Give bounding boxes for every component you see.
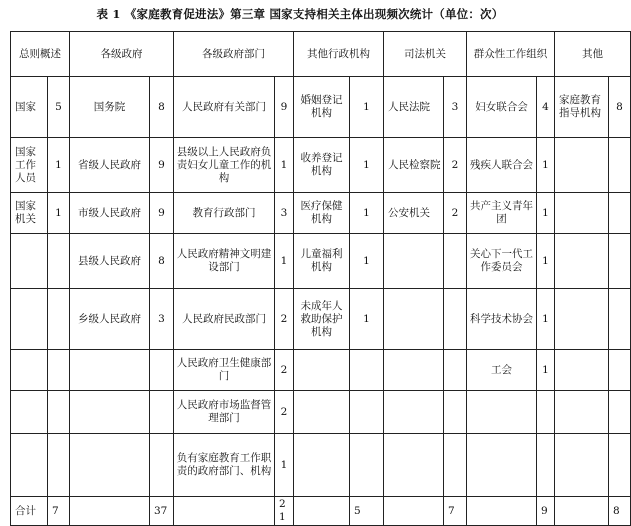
entity-cell: 未成年人救助保护机构 [294,289,350,350]
entity-cell: 国家机关 [11,193,48,234]
entity-cell [294,434,350,497]
count-cell: 1 [275,434,294,497]
entity-cell [70,434,150,497]
total-value-cell: 7 [48,497,70,526]
total-value-cell: 8 [609,497,631,526]
header-cell: 司法机关 [384,32,467,77]
header-cell: 其他行政机构 [294,32,384,77]
count-cell: 1 [537,138,555,193]
count-cell [609,234,631,289]
header-row [11,32,631,77]
entity-cell: 儿童福利机构 [294,234,350,289]
total-value-cell: 5 [350,497,384,526]
entity-cell [70,391,150,434]
totals-row [11,497,631,526]
entity-cell [384,350,444,391]
count-cell: 1 [537,193,555,234]
frequency-table [10,31,631,526]
entity-cell: 人民检察院 [384,138,444,193]
entity-cell: 妇女联合会 [467,77,537,138]
count-cell [48,289,70,350]
count-cell [350,391,384,434]
entity-cell: 医疗保健机构 [294,193,350,234]
entity-cell: 残疾人联合会 [467,138,537,193]
count-cell: 1 [275,138,294,193]
entity-cell [555,289,609,350]
entity-cell: 婚姻登记机构 [294,77,350,138]
count-cell [609,138,631,193]
total-spacer-cell [70,497,150,526]
count-cell: 8 [609,77,631,138]
count-cell: 2 [444,193,467,234]
table-row [11,234,631,289]
header-cell: 群众性工作组织 [467,32,555,77]
header-cell: 各级政府部门 [174,32,294,77]
entity-cell [467,434,537,497]
count-cell: 8 [150,234,174,289]
table-row [11,138,631,193]
count-cell: 1 [537,350,555,391]
total-spacer-cell [294,497,350,526]
entity-cell: 家庭教育指导机构 [555,77,609,138]
count-cell [609,350,631,391]
count-cell: 2 [275,391,294,434]
count-cell [48,350,70,391]
count-cell: 5 [48,77,70,138]
count-cell: 4 [537,77,555,138]
entity-cell: 县级以上人民政府负责妇女儿童工作的机构 [174,138,275,193]
count-cell: 9 [150,138,174,193]
count-cell [444,350,467,391]
entity-cell: 科学技术协会 [467,289,537,350]
total-value-cell: 7 [444,497,467,526]
total-value-cell: 21 [275,497,294,526]
table-row [11,350,631,391]
entity-cell: 人民法院 [384,77,444,138]
count-cell [444,234,467,289]
entity-cell: 负有家庭教育工作职责的政府部门、机构 [174,434,275,497]
count-cell [48,434,70,497]
count-cell [537,434,555,497]
table-row [11,434,631,497]
entity-cell [384,234,444,289]
table-caption: 表 1 《家庭教育促进法》第三章 国家支持相关主体出现频次统计（单位：次） [96,7,504,21]
count-cell [609,289,631,350]
count-cell: 2 [275,350,294,391]
entity-cell: 人民政府民政部门 [174,289,275,350]
entity-cell [555,350,609,391]
count-cell: 8 [150,77,174,138]
entity-cell [384,391,444,434]
count-cell: 9 [275,77,294,138]
count-cell: 1 [350,193,384,234]
count-cell [150,350,174,391]
entity-cell: 市级人民政府 [70,193,150,234]
total-spacer-cell [555,497,609,526]
table-row [11,289,631,350]
table-row [11,77,631,138]
count-cell [150,434,174,497]
count-cell: 3 [275,193,294,234]
count-cell: 1 [275,234,294,289]
count-cell: 3 [444,77,467,138]
count-cell: 1 [350,77,384,138]
count-cell [609,193,631,234]
entity-cell [11,350,48,391]
entity-cell [555,234,609,289]
entity-cell: 工会 [467,350,537,391]
entity-cell [384,434,444,497]
count-cell [444,289,467,350]
count-cell [350,434,384,497]
entity-cell [467,391,537,434]
header-cell: 总则概述 [11,32,70,77]
count-cell: 1 [48,193,70,234]
entity-cell [294,391,350,434]
count-cell [444,391,467,434]
total-spacer-cell [384,497,444,526]
count-cell: 1 [350,138,384,193]
total-value-cell: 9 [537,497,555,526]
count-cell: 2 [444,138,467,193]
count-cell [609,434,631,497]
total-spacer-cell [174,497,275,526]
count-cell: 1 [350,234,384,289]
totals-label: 合计 [11,497,48,526]
count-cell [537,391,555,434]
entity-cell [11,289,48,350]
entity-cell: 教育行政部门 [174,193,275,234]
entity-cell: 共产主义青年团 [467,193,537,234]
count-cell [48,391,70,434]
entity-cell: 省级人民政府 [70,138,150,193]
entity-cell [555,193,609,234]
table-row [11,193,631,234]
entity-cell [11,434,48,497]
entity-cell: 乡级人民政府 [70,289,150,350]
count-cell [150,391,174,434]
entity-cell [11,391,48,434]
count-cell: 2 [275,289,294,350]
entity-cell [294,350,350,391]
entity-cell: 公安机关 [384,193,444,234]
total-value-cell: 37 [150,497,174,526]
entity-cell [555,391,609,434]
entity-cell [70,350,150,391]
entity-cell: 人民政府卫生健康部门 [174,350,275,391]
header-cell: 各级政府 [70,32,174,77]
total-spacer-cell [467,497,537,526]
entity-cell [11,234,48,289]
entity-cell [384,289,444,350]
entity-cell: 关心下一代工作委员会 [467,234,537,289]
header-cell: 其他 [555,32,631,77]
entity-cell: 人民政府精神文明建设部门 [174,234,275,289]
count-cell [444,434,467,497]
entity-cell: 国务院 [70,77,150,138]
entity-cell [555,138,609,193]
entity-cell: 人民政府市场监督管理部门 [174,391,275,434]
count-cell: 1 [537,289,555,350]
count-cell: 1 [48,138,70,193]
entity-cell: 国家 [11,77,48,138]
count-cell: 1 [537,234,555,289]
entity-cell: 县级人民政府 [70,234,150,289]
entity-cell: 收养登记机构 [294,138,350,193]
entity-cell: 人民政府有关部门 [174,77,275,138]
entity-cell: 国家工作人员 [11,138,48,193]
table-body [11,77,631,526]
table-row [11,391,631,434]
count-cell [350,350,384,391]
count-cell [48,234,70,289]
count-cell [609,391,631,434]
entity-cell [555,434,609,497]
count-cell: 9 [150,193,174,234]
count-cell: 3 [150,289,174,350]
count-cell: 1 [350,289,384,350]
